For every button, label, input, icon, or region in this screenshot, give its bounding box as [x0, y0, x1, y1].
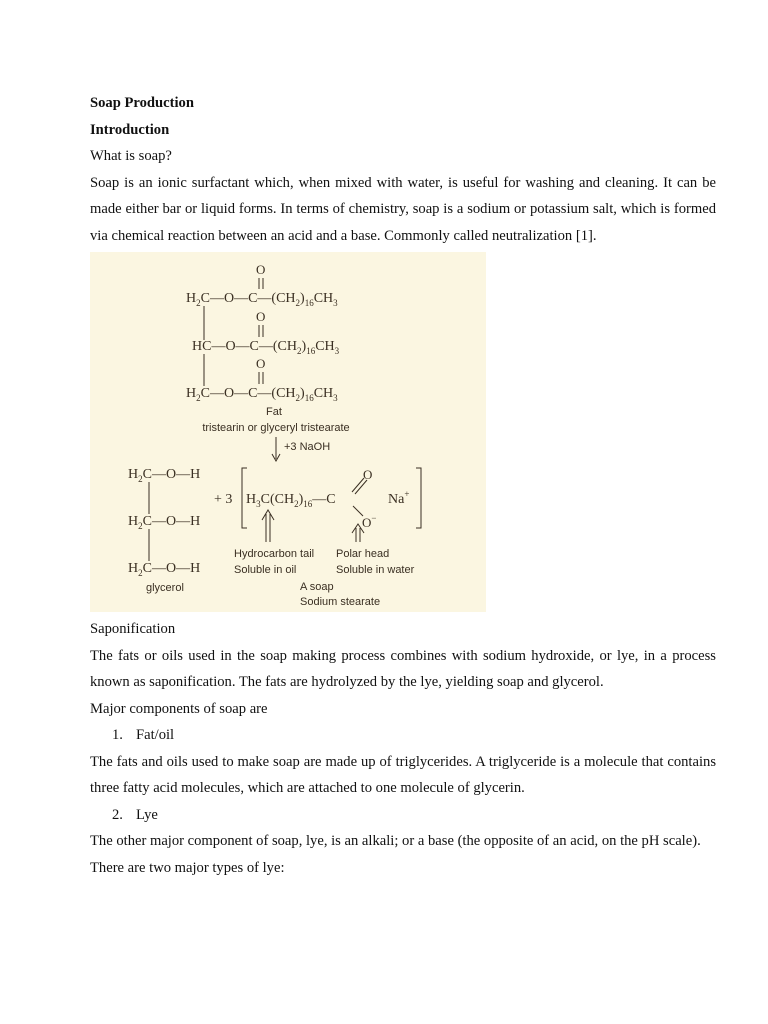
- paragraph-fat-oil: The fats and oils used to make soap are made up of triglycerides. A triglyceride is a molecule that contains three fatty acid molecules, which are attached to one molecule of glycerin.: [90, 753, 716, 796]
- paragraph-lye: The other major component of soap, lye, is an alkali; or a base (the opposite of an acid, on the pH scale).: [90, 833, 701, 849]
- components-heading: Major components of soap are: [90, 700, 268, 717]
- tail-label: Hydrocarbon tail: [234, 548, 315, 560]
- soap-label: A soap: [300, 581, 334, 593]
- list-item-lye: [90, 802, 716, 829]
- glycerol-label: glycerol: [146, 582, 184, 594]
- tail-arrow-icon: [262, 510, 274, 520]
- carbonyl-o-3: O: [256, 356, 266, 371]
- fat-name-label: tristearin or glyceryl tristearate: [202, 422, 350, 434]
- paragraph-saponification: The fats or oils used in the soap making process combines with sodium hydroxide, or lye, in a process known as saponification. The fats are hydrolyzed by the lye, yielding soap and glycerol.: [90, 647, 716, 690]
- section-heading-introduction: Introduction: [90, 121, 170, 138]
- glycerol-row-1: $H_2C—O—H$: [128, 467, 201, 484]
- right-bracket: [416, 468, 421, 528]
- list-item-fat-oil: [90, 722, 716, 749]
- fat-row-1: $H_2C—O—C—(CH_2)_{16}CH_3$: [186, 291, 338, 308]
- question-text: What is soap?: [90, 148, 172, 164]
- fat-label: Fat: [266, 406, 282, 418]
- list-number: 2.: [112, 806, 123, 823]
- carbonyl-o-1: O: [256, 262, 266, 277]
- reagent-label: +3 NaOH: [284, 441, 331, 453]
- document-page: [90, 90, 716, 881]
- lye-types-text: There are two major types of lye:: [90, 859, 285, 876]
- document-title: Soap Production: [90, 95, 194, 111]
- list-item-label: Lye: [136, 806, 158, 823]
- paragraph-what-is-soap: Soap is an ionic surfactant which, when mixed with water, is useful for washing and cleaning. It can be made either bar or liquid forms. In terms of chemistry, soap is a sodium or potassium salt, which is formed via chemical reaction between an acid and a base. Commonly called neutralization [1].: [90, 174, 716, 244]
- head-label: Polar head: [336, 548, 390, 560]
- fat-row-2: $HC—O—C—(CH_2)_{16}CH_3$: [192, 339, 340, 356]
- glycerol-row-2: $H_2C—O—H$: [128, 514, 201, 531]
- carboxylate-o: O: [363, 467, 373, 482]
- soap-formula: $H_3C(CH_2)_{16}—C$: [246, 492, 336, 509]
- head-sub-label: Soluble in water: [336, 564, 415, 576]
- reaction-diagram: [90, 252, 486, 612]
- sodium-ion: Na+: [388, 489, 410, 507]
- saponification-reaction-figure: [90, 252, 486, 612]
- carboxylate-o-minus: O−: [362, 513, 377, 530]
- fat-row-3: $H_2C—O—C—(CH_2)_{16}CH_3$: [186, 386, 338, 403]
- plus-three: + 3: [214, 492, 233, 507]
- carbonyl-o-2: O: [256, 309, 266, 324]
- list-number: 1.: [112, 727, 123, 743]
- tail-sub-label: Soluble in oil: [234, 564, 297, 576]
- section-heading-saponification: Saponification: [90, 621, 176, 637]
- list-item-label: Fat/oil: [136, 727, 175, 743]
- soap-name-label: Sodium stearate: [300, 596, 381, 608]
- glycerol-row-3: $H_2C—O—H$: [128, 561, 201, 578]
